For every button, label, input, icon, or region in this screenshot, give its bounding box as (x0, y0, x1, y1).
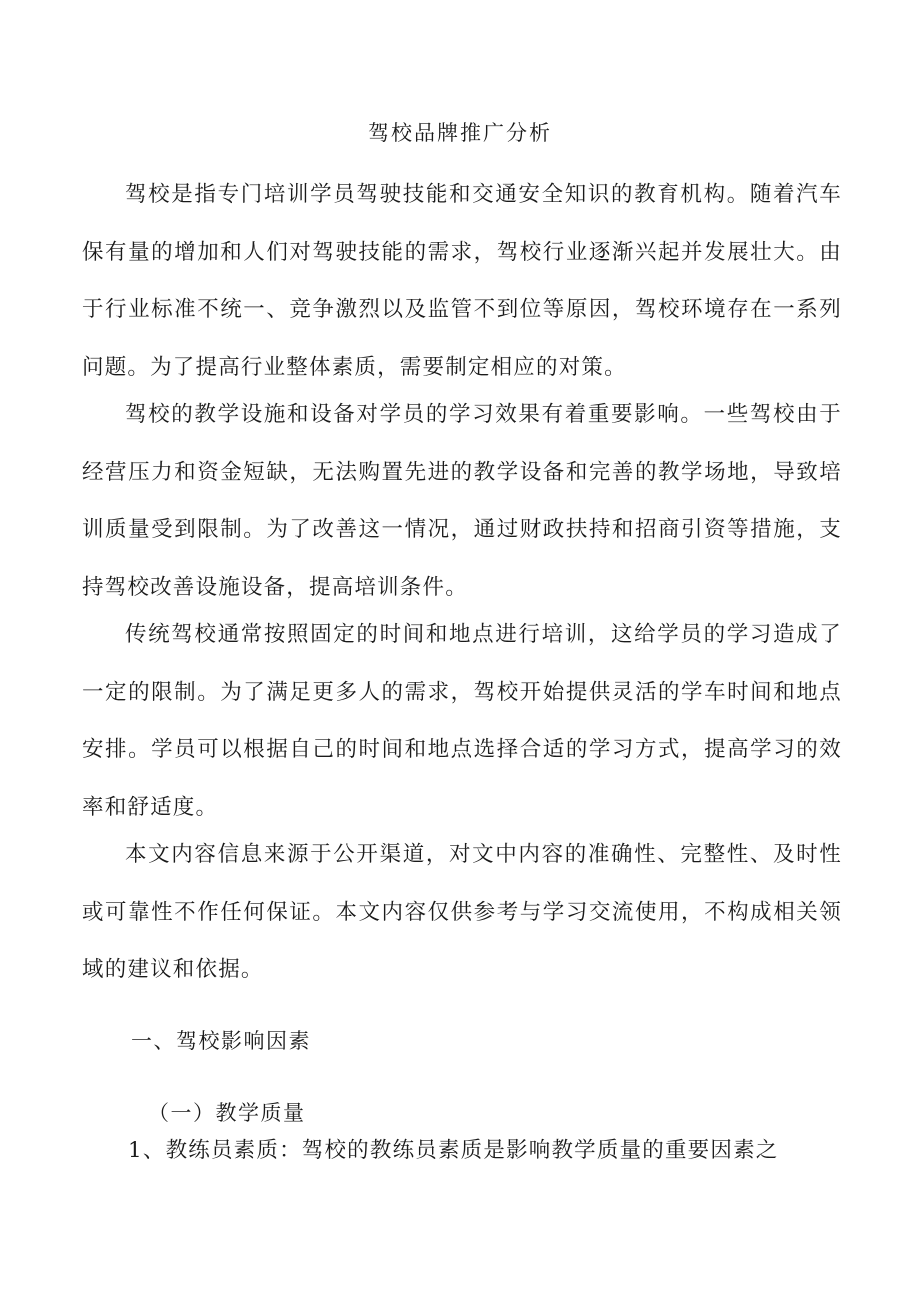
paragraph-facilities: 驾校的教学设施和设备对学员的学习效果有着重要影响。一些驾校由于经营压力和资金短缺，无法购置先进的教学设备和完善的教学场地，导致培训质量受到限制。为了改善这一情况，通过财政扶持和招商引资等措施，支持驾校改善设施设备，提高培训条件。 (82, 402, 842, 600)
document-title: 驾校品牌推广分析 (368, 121, 552, 145)
paragraph-flexible-schedule: 传统驾校通常按照固定的时间和地点进行培训，这给学员的学习造成了一定的限制。为了满足更多人的需求，驾校开始提供灵活的学车时间和地点安排。学员可以根据自己的时间和地点选择合适的学习方式，提高学习的效率和舒适度。 (82, 622, 842, 820)
paragraph-intro: 驾校是指专门培训学员驾驶技能和交通安全知识的教育机构。随着汽车保有量的增加和人们对驾驶技能的需求，驾校行业逐渐兴起并发展壮大。由于行业标准不统一、竞争激烈以及监管不到位等原因，驾校环境存在一系列问题。为了提高行业整体素质，需要制定相应的对策。 (82, 182, 842, 380)
subsection-heading: （一）教学质量 (148, 1101, 306, 1125)
section-heading: 一、驾校影响因素 (131, 1029, 311, 1053)
paragraph-disclaimer: 本文内容信息来源于公开渠道，对文中内容的准确性、完整性、及时性或可靠性不作任何保证。本文内容仅供参考与学习交流使用，不构成相关领域的建议和依据。 (82, 842, 842, 982)
list-item: 1、教练员素质：驾校的教练员素质是影响教学质量的重要因素之 (128, 1138, 779, 1163)
